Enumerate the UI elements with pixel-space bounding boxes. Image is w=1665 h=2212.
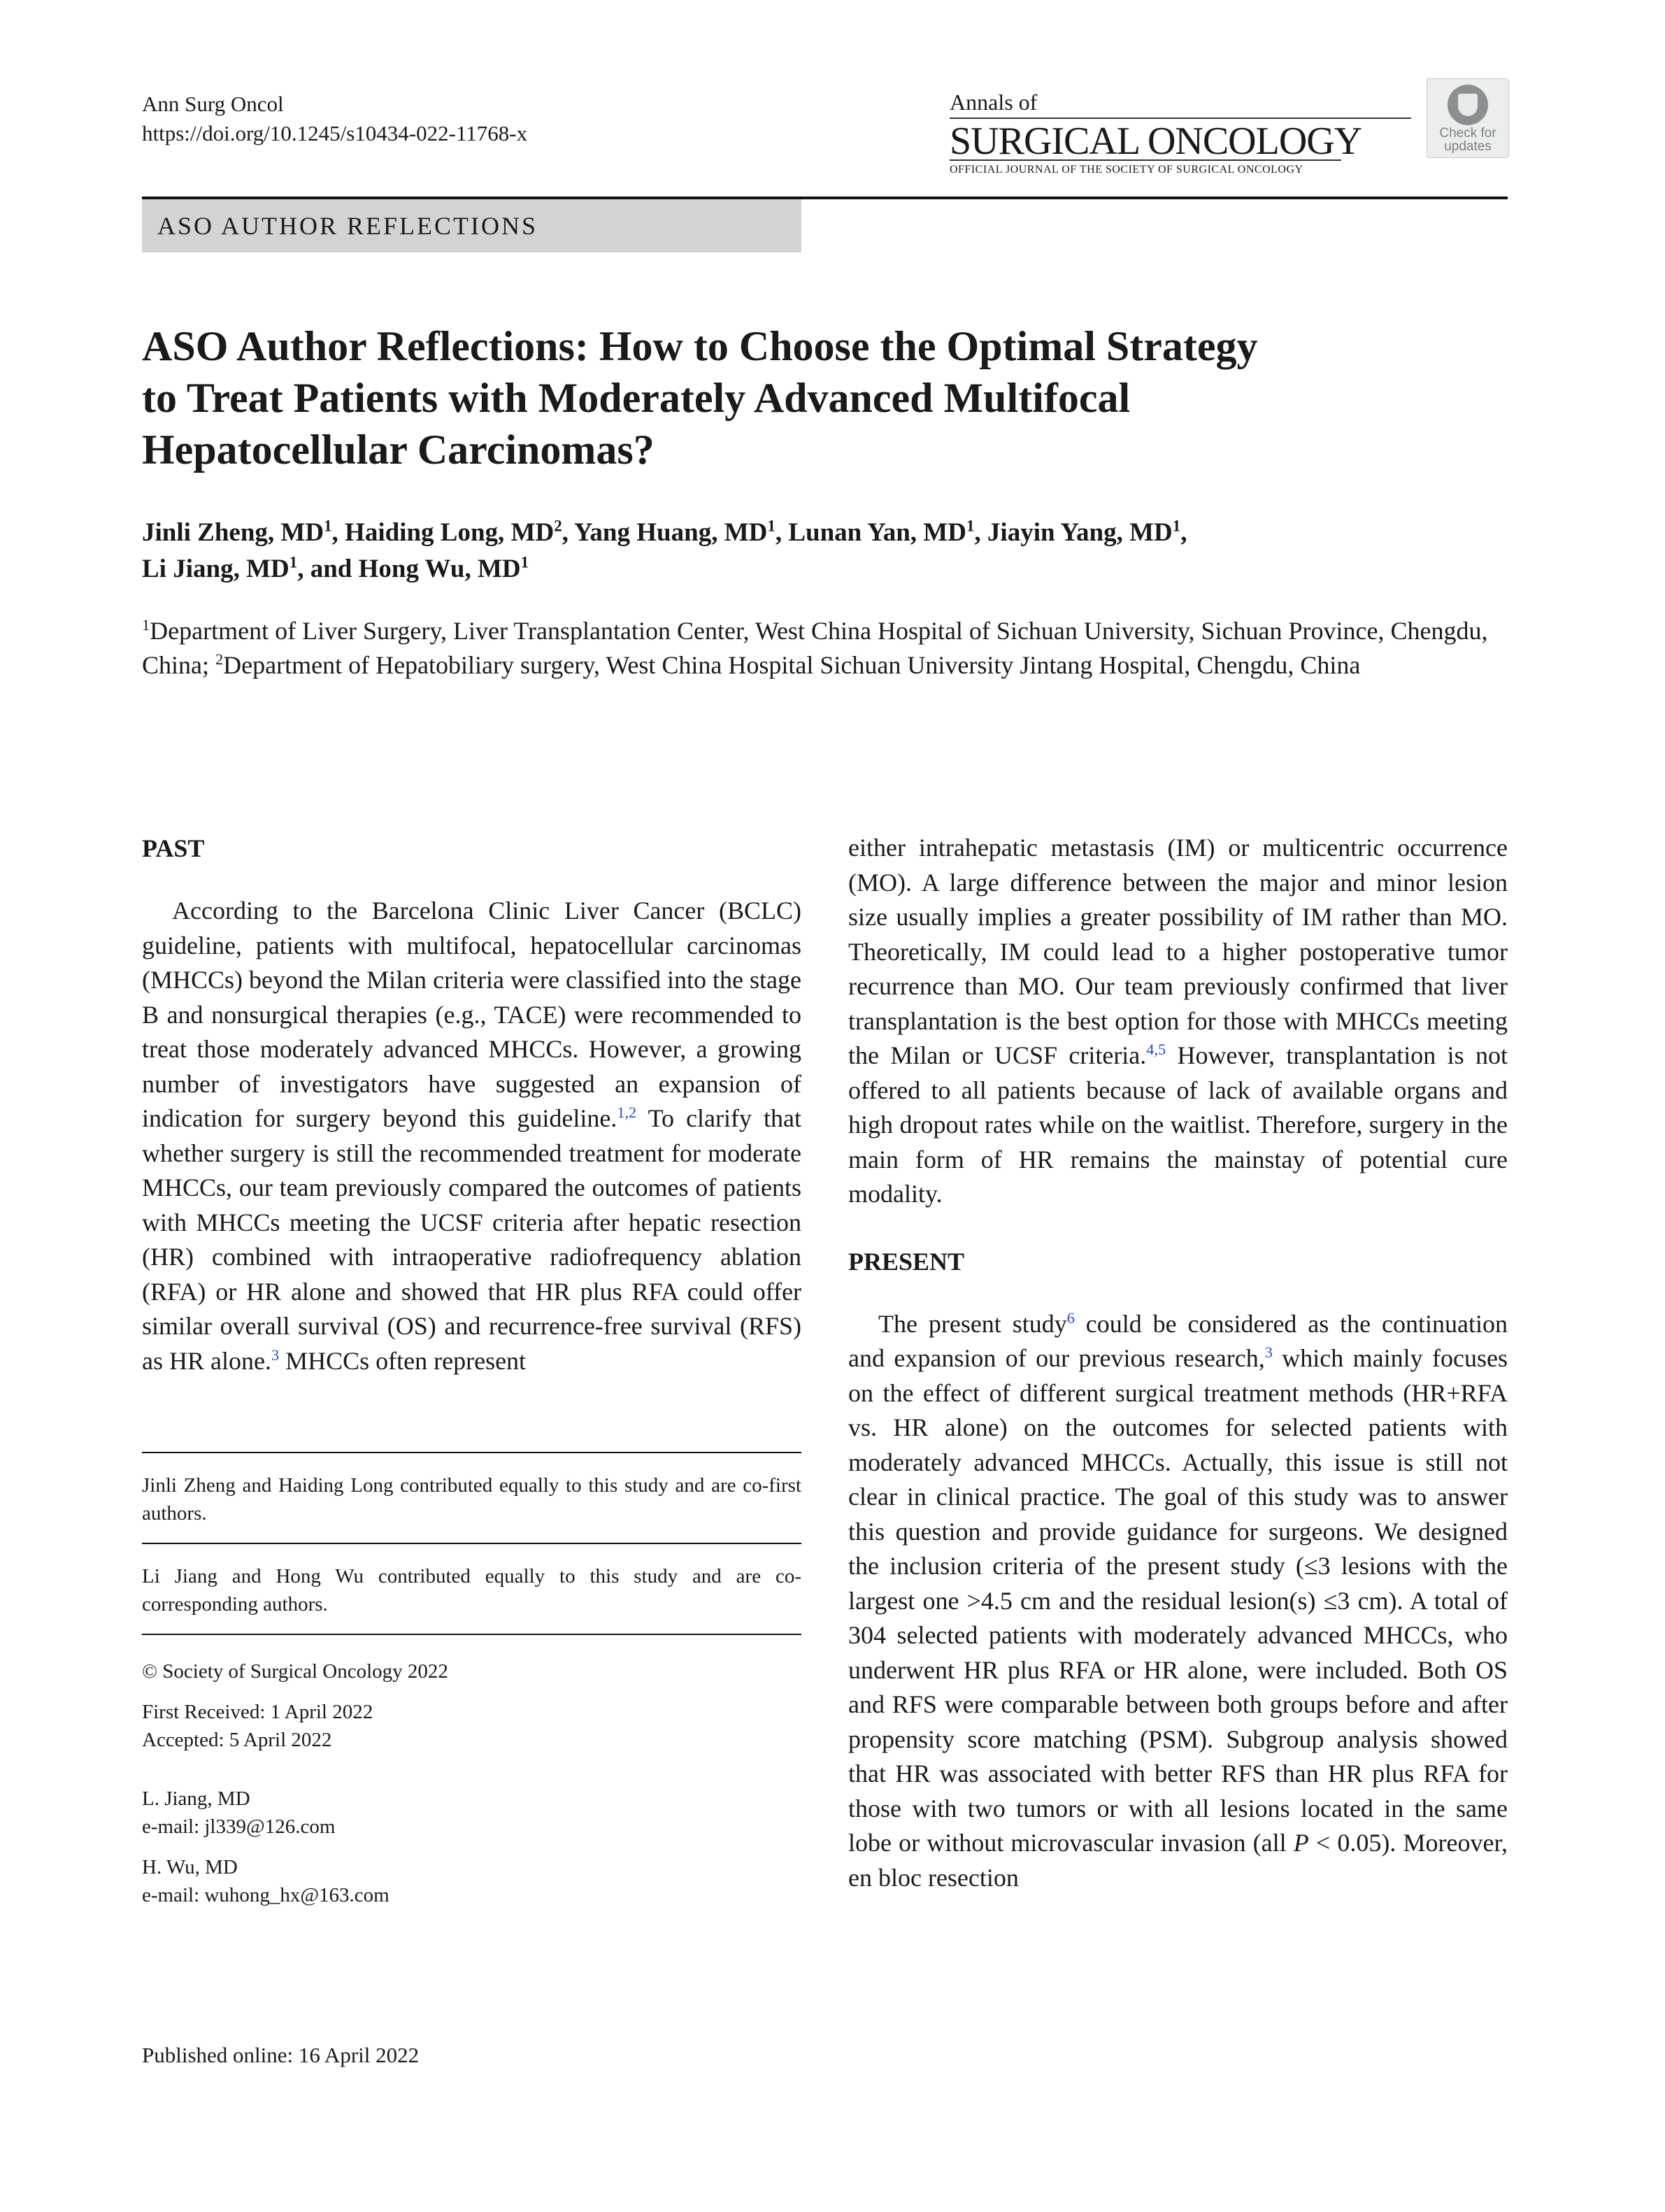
footnote-co-first: Jinli Zheng and Haiding Long contributed equally to this study and are co-first authors. bbox=[142, 1474, 801, 1525]
journal-header bbox=[142, 90, 527, 148]
present-text-a: The present study bbox=[878, 1309, 1067, 1338]
masthead-subtitle: OFFICIAL JOURNAL OF THE SOCIETY OF SURGICAL ONCOLOGY bbox=[950, 164, 1303, 176]
past-continued-text-a: either intrahepatic metastasis (IM) or multicentric occurrence (MO). A large difference between the major and minor lesion size usually implies a greater possibility of IM rather than MO. Theoretically, IM could lead to a higher postoperative tumor recurrence than MO. Our team previously confirmed that liver transplantation is the best option for those with MHCCs meeting the Milan or UCSF criteria. bbox=[848, 834, 1508, 1069]
author-name: Lunan Yan, MD bbox=[788, 518, 966, 547]
affiliation-2: Department of Hepatobiliary surgery, West China Hospital Sichuan University Jintang Hospital, Chengdu, China bbox=[223, 651, 1361, 679]
citation-link[interactable]: 3 bbox=[1264, 1343, 1273, 1361]
author-affiliation-mark: 1 bbox=[324, 517, 332, 535]
journal-masthead bbox=[950, 90, 1411, 178]
accepted-date: Accepted: 5 April 2022 bbox=[142, 1729, 332, 1751]
author-name: Li Jiang, MD bbox=[142, 555, 290, 583]
citation-link[interactable]: 6 bbox=[1066, 1308, 1075, 1327]
present-text-c: which mainly focuses on the effect of different surgical treatment methods (HR+RFA vs. HR alone) on the outcomes for selected patients with moderately advanced MHCCs. Actually, this issue is still not clear in clinical practice. The goal of this study was to answer this question and provide guidance for surgeons. We designed the inclusion criteria of the present study (≤3 lesions with the largest one >4.5 cm and the residual lesion(s) ≤3 cm). A total of 304 selected patients with moderately advanced MHCCs, who underwent HR plus RFA or HR alone, were included. Both OS and RFS were comparable between both groups before and after propensity score matching (PSM). Subgroup analysis showed that HR was associated with better RFS than HR plus RFA for those with two tumors or with all lesions located in the same lobe or without microvascular invasion (all bbox=[848, 1344, 1508, 1857]
right-column bbox=[848, 831, 1508, 1895]
crossmark-line1: Check for bbox=[1439, 126, 1496, 141]
author-name: Jiayin Yang, MD bbox=[987, 518, 1173, 547]
affiliation-mark-2: 2 bbox=[215, 650, 224, 668]
author-name: Yang Huang, MD bbox=[573, 518, 768, 547]
author-name: Hong Wu, MD bbox=[358, 555, 521, 583]
section-label: ASO AUTHOR REFLECTIONS bbox=[142, 199, 801, 252]
affiliations bbox=[142, 614, 1513, 683]
footnote-co-corresponding: Li Jiang and Hong Wu contributed equally to this study and are co-corresponding authors. bbox=[142, 1565, 801, 1615]
masthead-annals-of: Annals of bbox=[950, 90, 1038, 115]
doi-link[interactable]: https://doi.org/10.1245/s10434-022-11768-x bbox=[142, 121, 528, 145]
author-affiliation-mark: 1 bbox=[289, 553, 298, 571]
author-name: Jinli Zheng, MD bbox=[142, 518, 324, 547]
past-text-c: MHCCs often represent bbox=[279, 1346, 527, 1375]
check-for-updates-badge[interactable] bbox=[1427, 78, 1509, 158]
received-date: First Received: 1 April 2022 bbox=[142, 1701, 373, 1723]
contact-name: L. Jiang, MD bbox=[142, 1788, 250, 1810]
copyright-notice: © Society of Surgical Oncology 2022 bbox=[142, 1660, 448, 1683]
p-value-symbol: P bbox=[1293, 1829, 1309, 1857]
past-continued-paragraph bbox=[848, 831, 1508, 1212]
contact-name: H. Wu, MD bbox=[142, 1856, 238, 1878]
author-affiliation-mark: 1 bbox=[520, 553, 529, 571]
masthead-title: SURGICAL ONCOLOGY bbox=[950, 120, 1362, 163]
title-line-1: ASO Author Reflections: How to Choose the Optimal Strategy bbox=[142, 323, 1258, 369]
author-name: Haiding Long, MD bbox=[345, 518, 555, 547]
citation-link[interactable]: 4,5 bbox=[1146, 1041, 1166, 1058]
masthead-rule bbox=[950, 117, 1411, 119]
present-paragraph bbox=[848, 1307, 1508, 1896]
citation-link[interactable]: 1,2 bbox=[617, 1104, 637, 1121]
journal-abbrev: Ann Surg Oncol bbox=[142, 92, 284, 116]
author-list: Jinli Zheng, $MD^1$, Haiding Long, $MD^2$, Yang Huang, $MD^1$, Lunan Yan, $MD^1$, Jiayin Yang, $MD^1$, Li Jiang, $MD^1$, and Hong Wu, $MD^1$ bbox=[142, 517, 1187, 583]
title-line-3: Hepatocellular Carcinomas? bbox=[142, 427, 655, 473]
author-affiliation-mark: 1 bbox=[767, 517, 776, 535]
crossmark-line2: updates bbox=[1444, 139, 1492, 154]
section-heading-past: PAST bbox=[142, 834, 205, 862]
past-text-a: According to the Barcelona Clinic Liver Cancer (BCLC) guideline, patients with multifocal, hepatocellular carcinomas (MHCCs) beyond the Milan criteria were classified into the stage B and nonsurgical therapies (e.g., TACE) were recommended to treat those moderately advanced MHCCs. However, a growing number of investigators have suggested an expansion of indication for surgery beyond this guideline. bbox=[142, 897, 801, 1132]
past-continued-text-b: However, transplantation is not offered to all patients because of lack of available organs and high dropout rates while on the waitlist. Therefore, surgery in the main form of HR remains the mainstay of potential cure modality. bbox=[848, 1041, 1508, 1208]
published-online-date: Published online: 16 April 2022 bbox=[142, 2043, 420, 2067]
present-text-d: < 0.05). Moreover, en bloc resection bbox=[848, 1829, 1508, 1892]
past-text-b: To clarify that whether surgery is still the recommended treatment for moderate MHCCs, our team previously compared the outcomes of patients with MHCCs meeting the UCSF criteria after hepatic resection (HR) combined with intraoperative radiofrequency ablation (RFA) or HR alone and showed that HR plus RFA could offer similar overall survival (OS) and recurrence-free survival (RFS) as HR alone. bbox=[142, 1104, 802, 1375]
article-title bbox=[142, 320, 1471, 476]
citation-link[interactable]: 3 bbox=[271, 1346, 280, 1364]
author-affiliation-mark: 1 bbox=[966, 517, 975, 535]
present-text-b: could be considered as the continuation and expansion of our previous research, bbox=[848, 1309, 1508, 1372]
title-line-2: to Treat Patients with Moderately Advanced Multifocal bbox=[142, 375, 1131, 421]
author-affiliation-mark: 2 bbox=[554, 517, 562, 535]
contact-email[interactable]: e-mail: wuhong_hx@163.com bbox=[142, 1884, 390, 1906]
author-affiliation-mark: 1 bbox=[1172, 517, 1181, 535]
contact-email[interactable]: e-mail: jl339@126.com bbox=[142, 1815, 336, 1838]
past-paragraph bbox=[142, 894, 801, 1378]
affiliation-1: Department of Liver Surgery, Liver Transplantation Center, West China Hospital of Sichuan University, Sichuan Province, Chengdu, China; bbox=[142, 617, 1488, 679]
crossmark-icon bbox=[1448, 85, 1488, 125]
affiliation-mark-1: 1 bbox=[142, 616, 150, 634]
section-heading-present: PRESENT bbox=[848, 1247, 965, 1276]
left-column bbox=[142, 831, 801, 1909]
